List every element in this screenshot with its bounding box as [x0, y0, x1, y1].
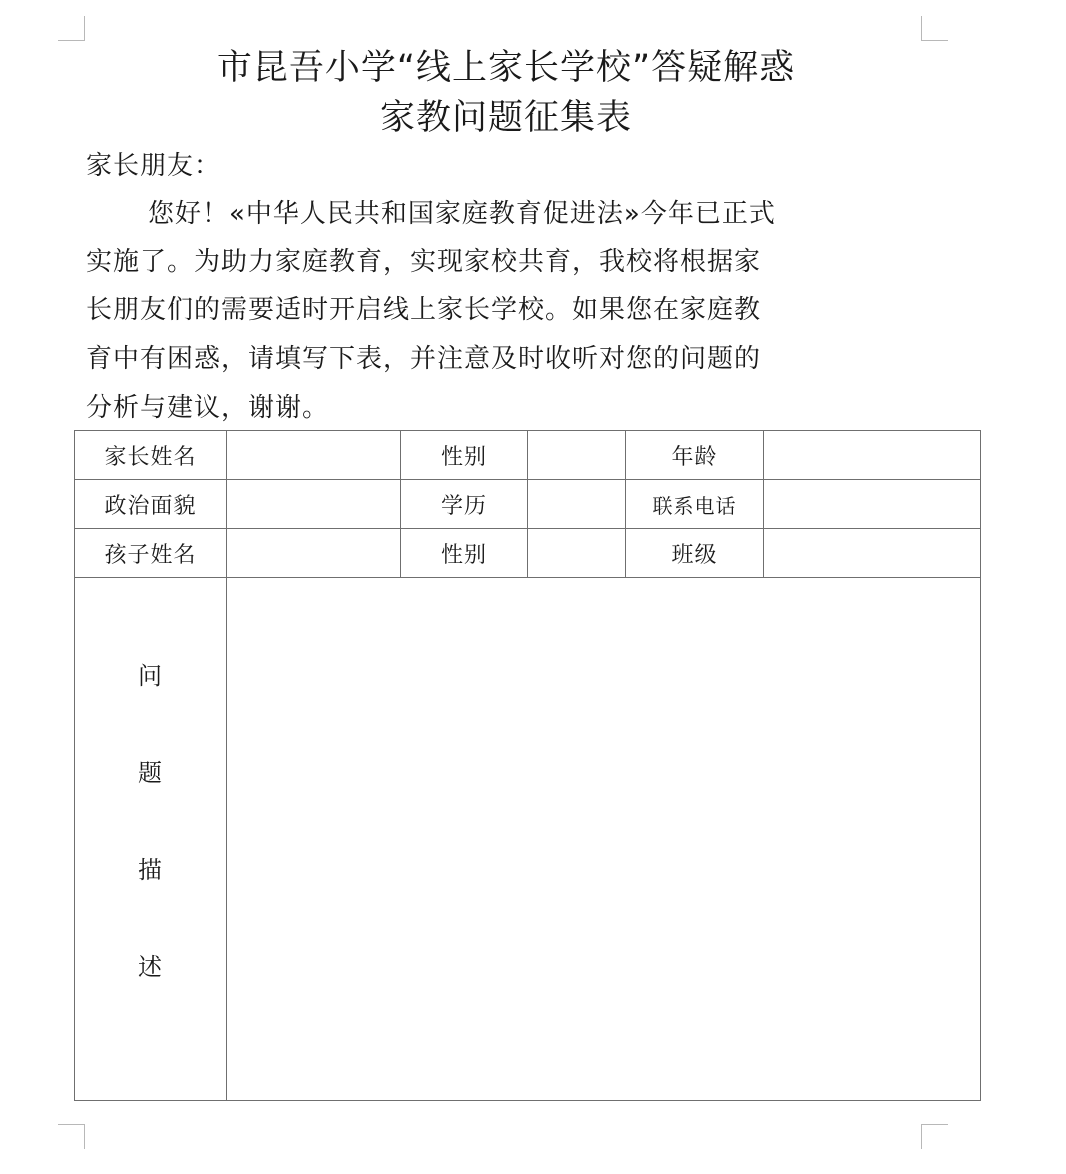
crop-mark-bottom-right — [921, 1124, 948, 1149]
age-label: 年龄 — [626, 431, 764, 480]
label-char-1: 问 — [138, 661, 163, 690]
class-label: 班级 — [626, 529, 764, 578]
child-name-field[interactable] — [227, 529, 401, 578]
parent-gender-field[interactable] — [528, 431, 626, 480]
table-row — [75, 578, 981, 1101]
phone-label: 联系电话 — [626, 480, 764, 529]
table-row — [75, 529, 981, 578]
parent-name-label: 家长姓名 — [75, 431, 227, 480]
label-char-4: 述 — [138, 952, 163, 981]
greeting: 家长朋友： — [86, 151, 222, 181]
phone-field[interactable] — [764, 480, 981, 529]
parent-name-field[interactable] — [227, 431, 401, 480]
paragraph-line-4: 育中有困惑，请填写下表，并注意及时收听对您的问题的 — [86, 344, 762, 374]
child-gender-field[interactable] — [528, 529, 626, 578]
document-title: 市昆吾小学“线上家长学校”答疑解惑 — [216, 48, 796, 88]
paragraph-line-2: 实施了。为助力家庭教育，实现家校共育，我校将根据家 — [86, 247, 762, 277]
crop-mark-bottom-left — [58, 1124, 85, 1149]
paragraph-line-1: 您好！«中华人民共和国家庭教育促进法»今年已正式 — [148, 199, 776, 229]
document-subtitle: 家教问题征集表 — [379, 98, 632, 138]
child-gender-label: 性别 — [401, 529, 528, 578]
political-status-label: 政治面貌 — [75, 480, 227, 529]
crop-mark-top-right — [921, 16, 948, 41]
child-name-label: 孩子姓名 — [75, 529, 227, 578]
age-field[interactable] — [764, 431, 981, 480]
problem-description-label — [75, 578, 227, 1101]
paragraph-line-5: 分析与建议，谢谢。 — [86, 393, 330, 423]
problem-description-field[interactable] — [227, 578, 981, 1101]
table-row — [75, 431, 981, 480]
label-char-2: 题 — [138, 758, 163, 787]
education-label: 学历 — [401, 480, 528, 529]
class-field[interactable] — [764, 529, 981, 578]
vertical-label — [75, 661, 226, 981]
paragraph-line-3: 长朋友们的需要适时开启线上家长学校。如果您在家庭教 — [86, 295, 762, 325]
education-field[interactable] — [528, 480, 626, 529]
table-row — [75, 480, 981, 529]
label-char-3: 描 — [138, 855, 163, 884]
parent-gender-label: 性别 — [401, 431, 528, 480]
crop-mark-top-left — [58, 16, 85, 41]
political-status-field[interactable] — [227, 480, 401, 529]
question-collection-form — [74, 430, 981, 1101]
